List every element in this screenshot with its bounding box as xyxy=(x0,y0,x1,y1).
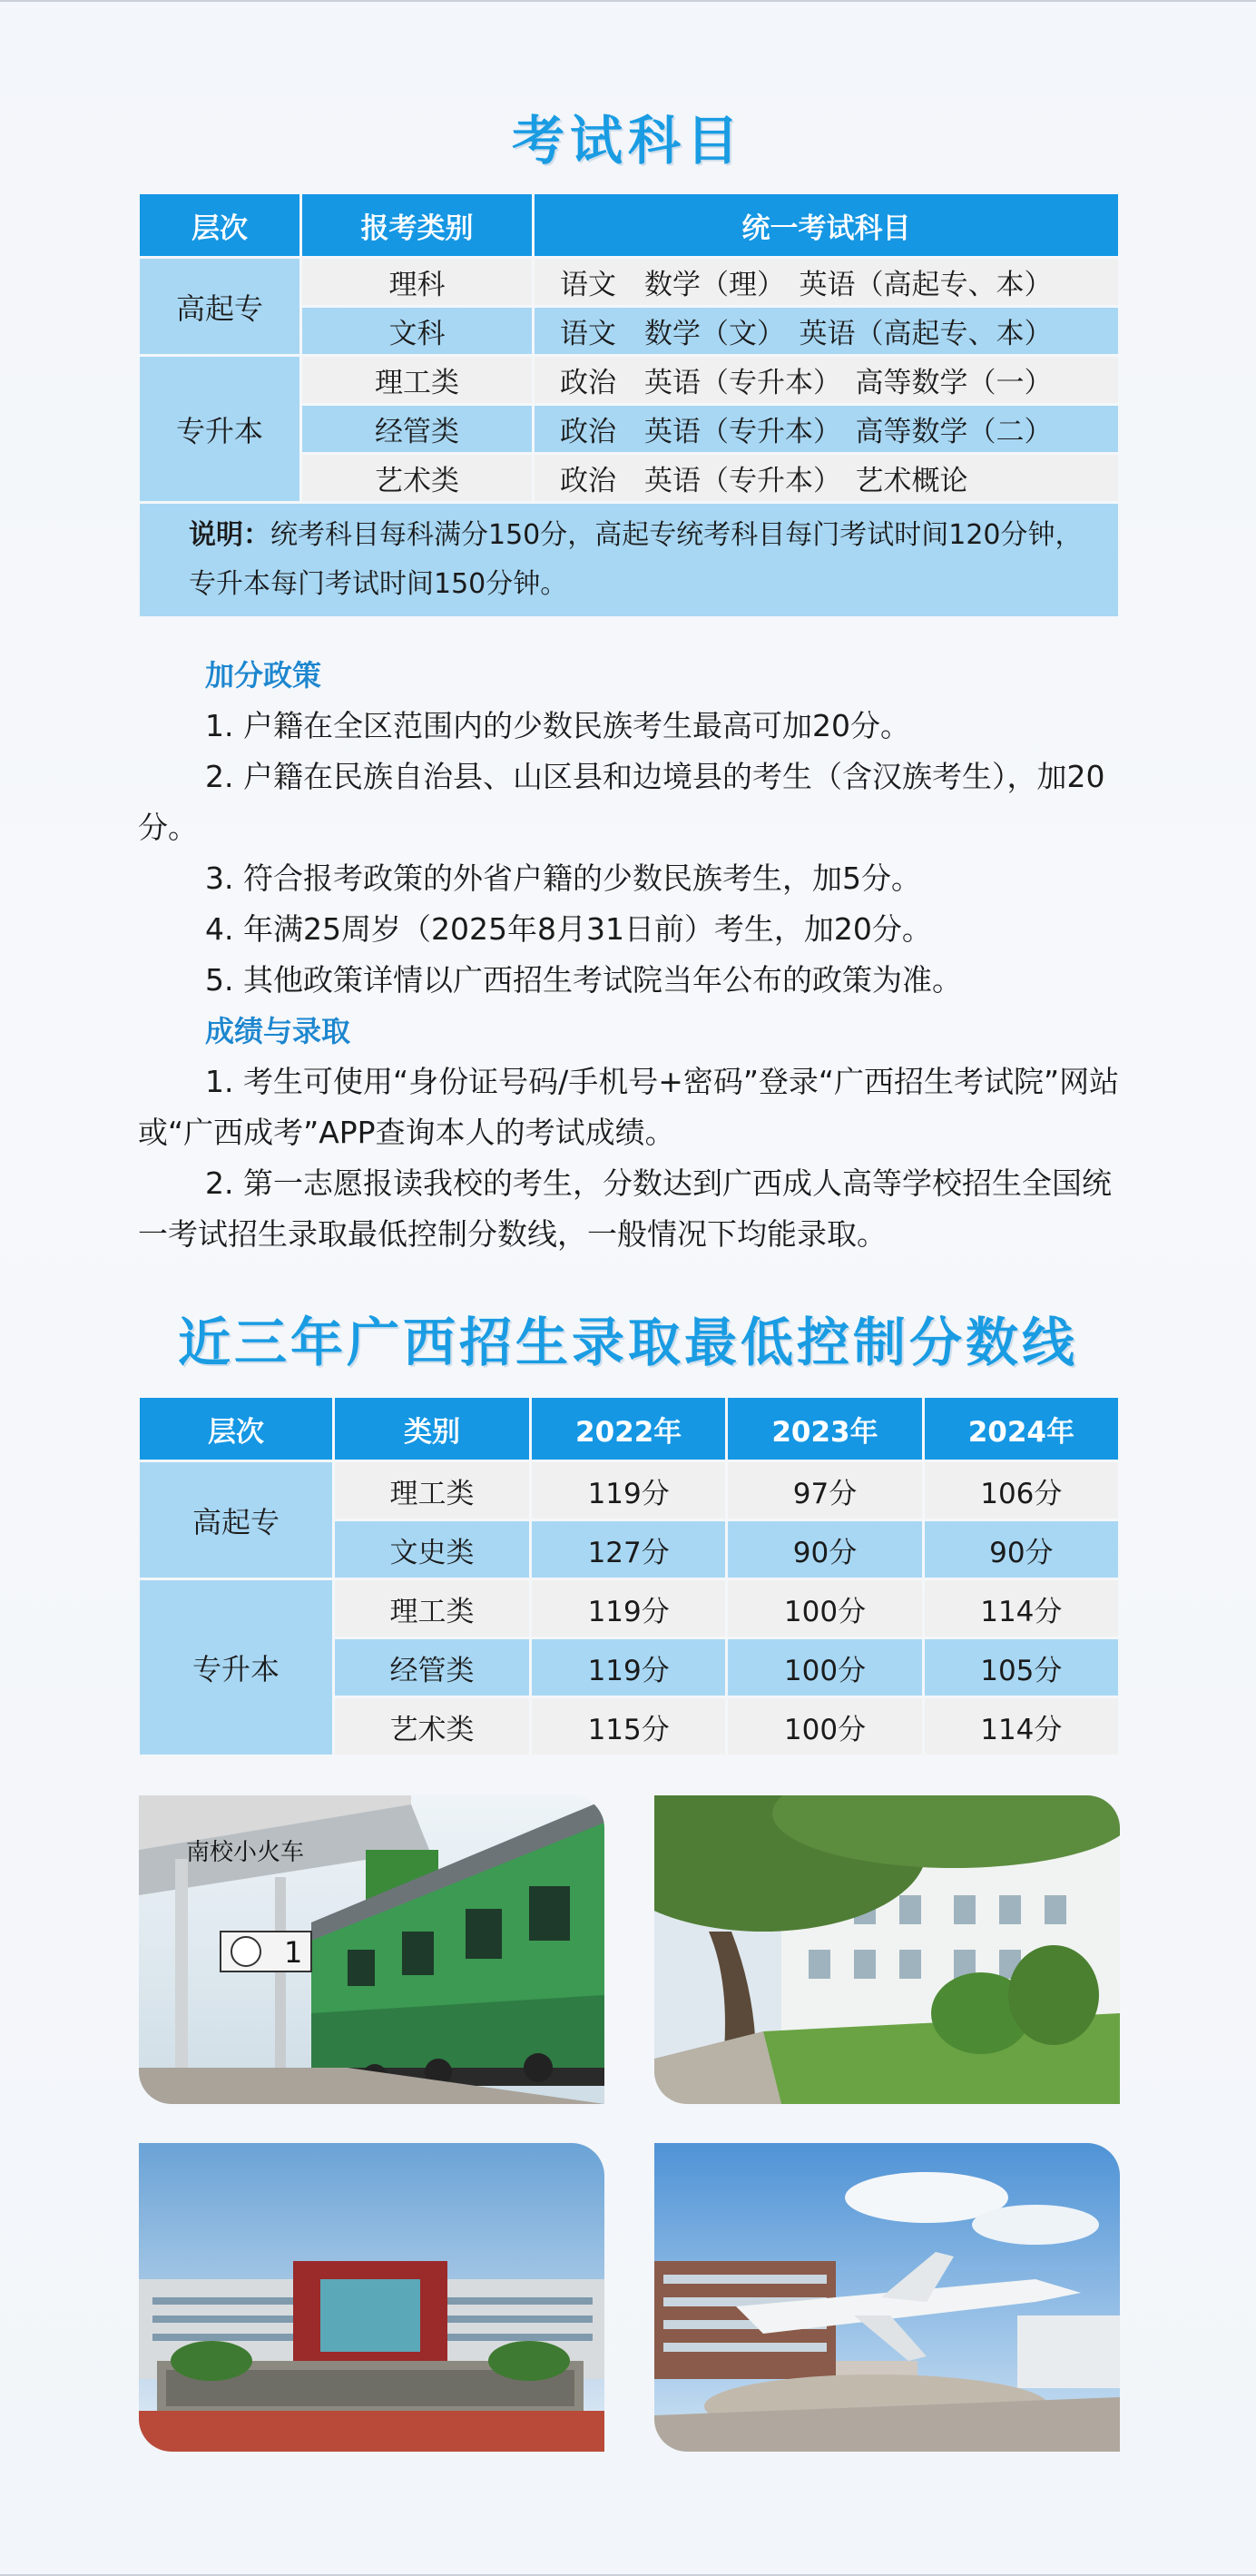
score-cell: 100分 xyxy=(728,1698,921,1755)
score-cell: 115分 xyxy=(532,1698,725,1755)
header-year: 2022年 xyxy=(532,1398,725,1460)
header-year: 2023年 xyxy=(728,1398,921,1460)
category-cell: 文史类 xyxy=(335,1521,529,1578)
photo-main-building xyxy=(139,2143,604,2452)
note-label: 说明： xyxy=(189,519,270,551)
results-item: 2. 第一志愿报读我校的考生，分数达到广西成人高等学校招生全国统一考试招生录取最低控制分数线，一般情况下均能录取。 xyxy=(138,1165,1112,1252)
score-cell: 127分 xyxy=(532,1521,725,1578)
header-category: 类别 xyxy=(335,1398,529,1460)
subjects-cell: 政治 英语（专升本） 高等数学（二） xyxy=(535,406,1118,452)
score-cell: 114分 xyxy=(925,1698,1118,1755)
policy-item: 3. 符合报考政策的外省户籍的少数民族考生，加5分。 xyxy=(205,860,921,896)
train-caption: 南校小火车 xyxy=(186,1839,305,1866)
score-cell: 106分 xyxy=(925,1462,1118,1519)
results-item: 1. 考生可使用“身份证号码/手机号+密码”登录“广西招生考试院”网站或“广西成考”APP查询本人的考试成绩。 xyxy=(138,1064,1120,1150)
score-lines-table xyxy=(137,1395,1121,1757)
score-cell: 90分 xyxy=(728,1521,921,1578)
subjects-cell: 政治 英语（专升本） 高等数学（一） xyxy=(535,357,1118,403)
header-year: 2024年 xyxy=(925,1398,1118,1460)
level-cell: 专升本 xyxy=(140,1580,332,1755)
category-cell: 经管类 xyxy=(335,1639,529,1696)
photo-jet-monument xyxy=(654,2143,1120,2452)
score-lines-title: 近三年广西招生录取最低控制分数线 xyxy=(177,1312,1078,1373)
header-subjects: 统一考试科目 xyxy=(535,194,1118,256)
score-cell: 100分 xyxy=(728,1639,921,1696)
header-level: 层次 xyxy=(140,194,299,256)
policy-heading: 加分政策 xyxy=(205,658,322,693)
category-cell: 理工类 xyxy=(302,357,532,403)
header-level: 层次 xyxy=(140,1398,332,1460)
policy-item: 2. 户籍在民族自治县、山区县和边境县的考生（含汉族考生），加20分。 xyxy=(138,759,1105,845)
note-text: 统考科目每科满分150分，高起专统考科目每门考试时间120分钟，专升本每门考试时间150分钟。 xyxy=(189,519,1083,600)
results-heading: 成绩与录取 xyxy=(205,1014,351,1048)
policy-item: 5. 其他政策详情以广西招生考试院当年公布的政策为准。 xyxy=(205,962,962,998)
category-cell: 文科 xyxy=(302,308,532,354)
score-cell: 119分 xyxy=(532,1639,725,1696)
level-cell: 专升本 xyxy=(140,357,299,501)
level-cell: 高起专 xyxy=(140,1462,332,1578)
photo-campus-trees xyxy=(654,1795,1120,2104)
category-cell: 艺术类 xyxy=(302,455,532,501)
category-cell: 理科 xyxy=(302,259,532,305)
policy-item: 1. 户籍在全区范围内的少数民族考生最高可加20分。 xyxy=(205,708,910,743)
score-cell: 90分 xyxy=(925,1521,1118,1578)
category-cell: 艺术类 xyxy=(335,1698,529,1755)
header-category: 报考类别 xyxy=(302,194,532,256)
category-cell: 理工类 xyxy=(335,1580,529,1637)
clock-number: 1 xyxy=(284,1935,303,1970)
category-cell: 经管类 xyxy=(302,406,532,452)
photo-train xyxy=(139,1795,604,2104)
policy-and-results xyxy=(138,650,1124,1260)
score-cell: 105分 xyxy=(925,1639,1118,1696)
score-cell: 119分 xyxy=(532,1580,725,1637)
policy-item: 4. 年满25周岁（2025年8月31日前）考生，加20分。 xyxy=(205,911,932,947)
score-cell: 119分 xyxy=(532,1462,725,1519)
category-cell: 理工类 xyxy=(335,1462,529,1519)
level-cell: 高起专 xyxy=(140,259,299,354)
subjects-cell: 语文 数学（理） 英语（高起专、本） xyxy=(535,259,1118,305)
subjects-cell: 政治 英语（专升本） 艺术概论 xyxy=(535,455,1118,501)
exam-note xyxy=(140,504,1118,616)
exam-subjects-title: 考试科目 xyxy=(511,110,744,172)
score-cell: 97分 xyxy=(728,1462,921,1519)
score-cell: 114分 xyxy=(925,1580,1118,1637)
exam-subjects-table xyxy=(137,192,1121,619)
subjects-cell: 语文 数学（文） 英语（高起专、本） xyxy=(535,308,1118,354)
score-cell: 100分 xyxy=(728,1580,921,1637)
